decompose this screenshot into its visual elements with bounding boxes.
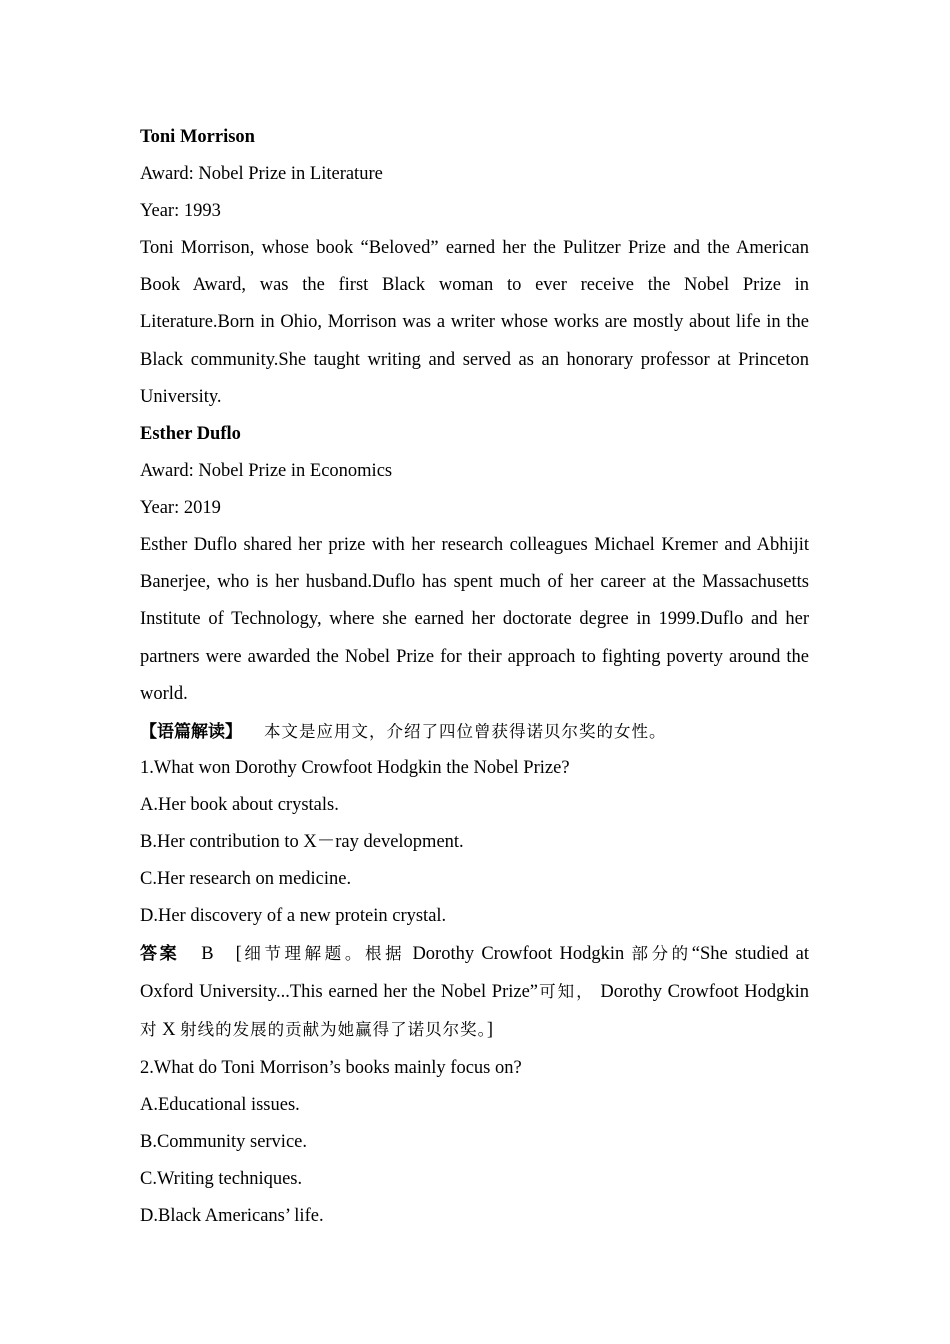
explanation-text: 细节理解题。根据 — [241, 944, 406, 964]
question-text: 1.What won Dorothy Crowfoot Hodgkin the Nobel Prize? — [140, 758, 570, 779]
option: B.Her contribution to X－ray development. — [140, 832, 464, 853]
question-text: 2.What do Toni Morrison’s books mainly focus on? — [140, 1057, 522, 1078]
analysis-label: 【语篇解读】 — [140, 722, 242, 743]
option: D.Black Americans’ life. — [140, 1205, 324, 1226]
analysis-text: 本文是应用文，介绍了四位曾获得诺贝尔奖的女性。 — [264, 722, 667, 742]
section-body: Esther Duflo shared her prize with her research colleagues Michael Kremer and Abhijit Banerjee, who is her husband.Duflo has spent much of her career at the Massachusetts Institute of Technology, where she earned her doctorate degree in 1999.Duflo and her partners were awarded the Nobel Prize for their approach to fighting poverty around the world. — [140, 535, 809, 704]
option: C.Writing techniques. — [140, 1168, 303, 1189]
section-body: Toni Morrison, whose book “Beloved” earned her the Pulitzer Prize and the American Book Award, was the first Black woman to ever receive the Nobel Prize in Literature.Born in Ohio, Morrison was a writer whose works are mostly about life in the Black community.She taught writing and served as an honorary professor at Princeton University. — [140, 238, 809, 407]
explanation-text: Dorothy Crowfoot Hodgkin — [600, 982, 810, 1003]
section-heading: Esther Duflo — [140, 424, 241, 445]
option: A.Her book about crystals. — [140, 795, 339, 816]
award-line: Award: Nobel Prize in Economics — [140, 461, 393, 482]
award-line: Award: Nobel Prize in Literature — [140, 164, 383, 184]
option: C.Her research on medicine. — [140, 869, 352, 890]
option: A.Educational issues. — [140, 1094, 300, 1115]
bracket-open: [ — [235, 944, 242, 965]
section-heading: Toni Morrison — [140, 127, 255, 147]
answer-letter: B — [201, 944, 214, 965]
document-page — [140, 119, 809, 1235]
passage-analysis — [140, 713, 809, 750]
option: D.Her discovery of a new protein crystal. — [140, 906, 447, 927]
explanation-text: 射线的发展的贡献为她赢得了诺贝尔奖。 — [180, 1020, 487, 1040]
explanation-text: Dorothy Crowfoot Hodgkin — [412, 944, 625, 965]
explanation-text: 部分的 — [631, 944, 692, 964]
explanation-text: X — [162, 1020, 176, 1041]
explanation-text: 对 — [140, 1020, 158, 1040]
year-line: Year: 1993 — [140, 201, 221, 221]
explanation-quote: “She studied at Oxford University...This earned her the Nobel Prize” — [140, 944, 810, 1003]
year-line: Year: 2019 — [140, 498, 221, 519]
option: B.Community service. — [140, 1131, 307, 1152]
answer-explanation — [140, 935, 809, 1050]
bracket-close: ] — [486, 1020, 494, 1041]
answer-label: 答案 — [140, 944, 180, 965]
explanation-text: 可知， — [538, 982, 595, 1002]
